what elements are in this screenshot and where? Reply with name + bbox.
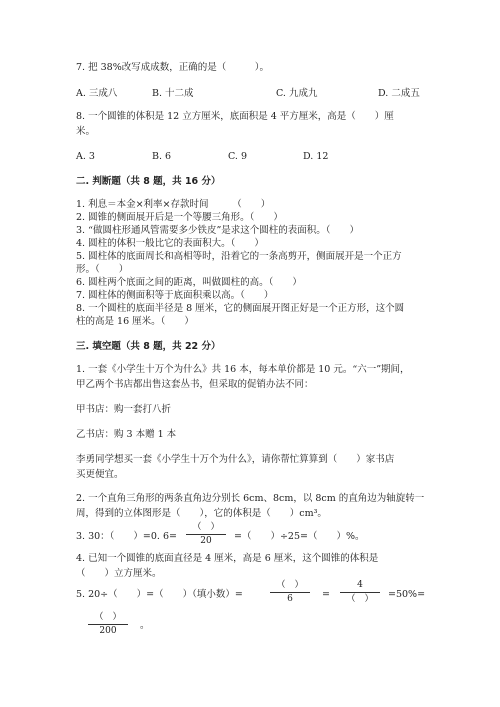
judge-item-4: 4. 圆柱的体积一般比它的表面积大。（ ） (76, 238, 264, 249)
fill-q5-fraction-2 (340, 580, 380, 605)
q8-option-c[interactable]: C. 9 (228, 151, 248, 162)
judge-item-5-cont: 形。（ ） (76, 264, 129, 275)
judge-item-6: 6. 圆柱两个底面之间的距离，叫做圆柱的高。（ ） (76, 277, 302, 288)
fill-q5-frac3-num[interactable]: （ ） (94, 612, 122, 622)
q8-option-b[interactable]: B. 6 (152, 151, 172, 162)
q8-stem: 8. 一个圆锥的体积是 12 立方厘米，底面积是 4 平方厘米，高是（ ）厘 (76, 111, 394, 122)
fill-q5-frac2-num: 4 (357, 580, 363, 590)
judge-item-2: 2. 圆锥的侧面展开后是一个等腰三角形。（ ） (76, 212, 283, 223)
judge-item-8-cont: 柱的高是 16 厘米。（ ） (76, 316, 194, 327)
fill-q5-end: 。 (140, 620, 150, 631)
fraction-bar (270, 592, 310, 593)
fill-q5-frac2-den[interactable]: （ ） (346, 594, 374, 604)
fill-q2-line-2: 周，得到的立体图形是（ ），它的体积是（ ）cm³。 (76, 508, 327, 519)
q8-option-d[interactable]: D. 12 (303, 151, 329, 162)
fill-q3-frac-den: 20 (200, 536, 212, 546)
fill-q5-fraction-1 (270, 580, 310, 605)
fill-q4-line-2: （ ）立方厘米。 (76, 568, 162, 579)
fill-q4-line-1: 4. 已知一个圆锥的底面直径是 4 厘米，高是 6 厘米，这个圆锥的体积是 (76, 553, 379, 564)
fraction-bar (88, 624, 128, 625)
fill-q5-equals: = (322, 589, 330, 600)
judge-item-7: 7. 圆柱体的侧面积等于底面积乘以高。（ ） (76, 290, 274, 301)
fill-q1-shop-b: 乙书店：购 3 本赠 1 本 (76, 429, 177, 440)
judge-item-5: 5. 圆柱体的底面周长和高相等时，沿着它的一条高剪开，侧面展开是一个正方 (76, 251, 402, 262)
q7-option-c[interactable]: C. 九成九 (276, 88, 318, 99)
fill-q1-line-1: 1. 一套《小学生十万个为什么》共 16 本，每本单价都是 10 元。“六一”期间， (76, 364, 410, 375)
judge-item-8: 8. 一个圆柱的底面半径是 8 厘米，它的侧面展开图正好是一个正方形，这个圆 (76, 303, 405, 314)
fill-q1-question-cont: 买更便宜。 (76, 469, 124, 480)
q7-option-a[interactable]: A. 三成八 (76, 88, 118, 99)
fill-q5-left: 5. 20÷（ ）=（ ）（填小数）= (76, 589, 243, 600)
fill-q1-question: 李勇同学想买一套《小学生十万个为什么》，请你帮忙算算到（ ）家书店 (76, 454, 395, 465)
judge-item-1: 1. 利息＝本金×利率×存款时间 （ ） (76, 199, 271, 210)
fill-q5-frac1-num[interactable]: （ ） (276, 580, 304, 590)
fraction-bar (186, 534, 226, 535)
section2-title: 二. 判断题（共 8 题，共 16 分） (76, 176, 221, 187)
fill-q3-left: 3. 30：（ ）=0. 6= (76, 531, 177, 542)
fill-q5-right: =50%= (388, 589, 426, 600)
q7-option-d[interactable]: D. 二成五 (378, 88, 420, 99)
fill-q2-line-1: 2. 一个直角三角形的两条直角边分别长 6cm、8cm，以 8cm 的直角边为轴旋转一 (76, 493, 425, 504)
q7-option-b[interactable]: B. 十二成 (152, 88, 194, 99)
fill-q3-right: =（ ）÷25=（ ）%。 (234, 531, 365, 542)
q8-option-a[interactable]: A. 3 (76, 151, 95, 162)
section3-title: 三. 填空题（共 8 题，共 22 分） (76, 341, 221, 352)
fill-q5-frac3-den: 200 (99, 626, 117, 636)
fill-q3-fraction (186, 522, 226, 547)
q7-stem: 7. 把 38%改写成成数，正确的是（ ）。 (76, 62, 269, 73)
q8-stem-cont: 米。 (76, 126, 96, 137)
fill-q1-shop-a: 甲书店：购一套打八折 (76, 404, 172, 415)
judge-item-3: 3. “做圆柱形通风管需要多少铁皮”是求这个圆柱的表面积。（ ） (76, 225, 360, 236)
fill-q1-line-2: 甲乙两个书店都出售这套丛书，但采取的促销办法不同： (76, 379, 314, 390)
fill-q5-frac1-den: 6 (287, 594, 293, 604)
fill-q5-fraction-3 (88, 612, 128, 637)
fraction-bar (340, 592, 380, 593)
fill-q3-frac-num[interactable]: （ ） (192, 522, 220, 532)
